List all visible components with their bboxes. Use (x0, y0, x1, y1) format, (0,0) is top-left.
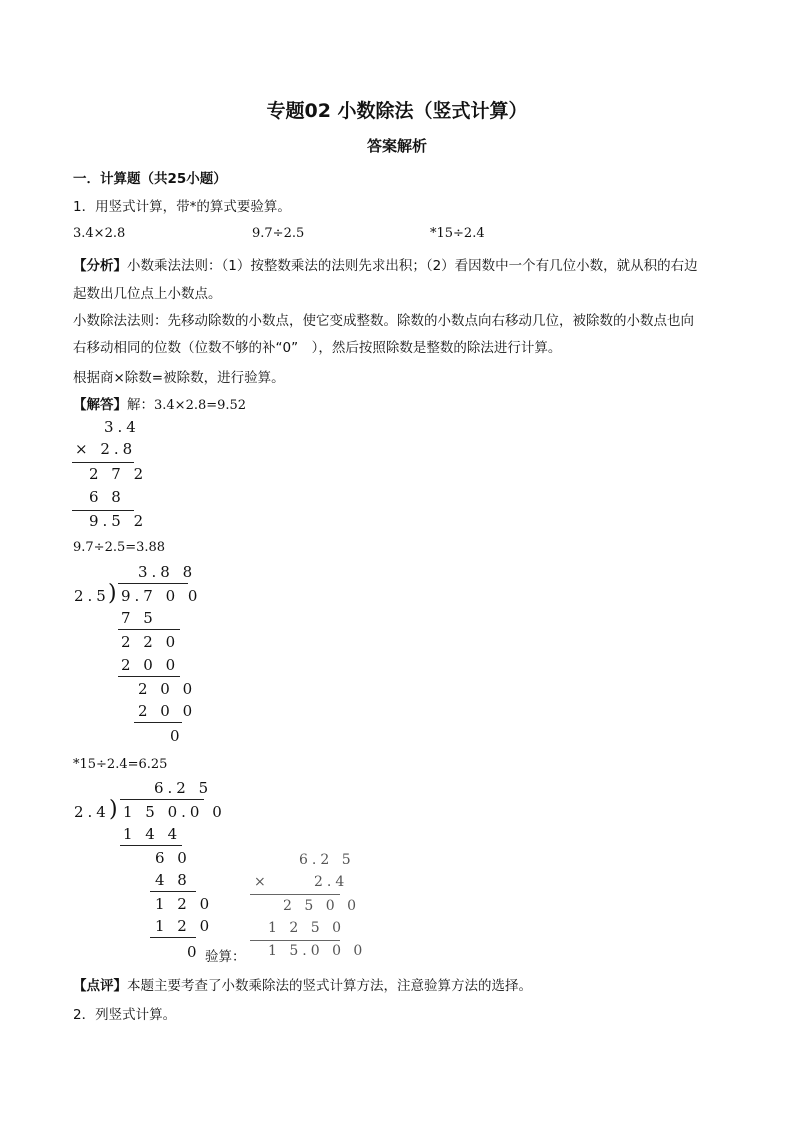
mult1-row-1: 3.4 (104, 418, 140, 436)
div2-rule-3 (150, 937, 196, 938)
q1-analysis-line-5: 根据商×除数=被除数，进行验算。 (73, 370, 285, 386)
page-title: 专题02 小数除法（竖式计算） (266, 100, 528, 122)
div2-step-1: 1 4 4 (123, 825, 182, 843)
check-row-4: 1 2 5 0 (268, 920, 345, 936)
q1-expression-c: *15÷2.4 (430, 226, 485, 241)
mult1-rule-2 (72, 510, 134, 511)
section-heading: 一．计算题（共25小题） (73, 171, 227, 187)
div1-step-4: 2 0 0 (138, 680, 197, 698)
q1-analysis-line-3: 小数除法法则：先移动除数的小数点，使它变成整数。除数的小数点向右移动几位，被除数的小数点也向 (73, 313, 694, 329)
q2-prompt: 2．列竖式计算。 (73, 1007, 177, 1023)
q1-answer-line: 【解答】解：3.4×2.8=9.52 (73, 397, 247, 413)
div1-step-5: 2 0 0 (138, 702, 197, 720)
check-row-1: 6.2 5 (299, 852, 355, 868)
mult1-row-3: 2 7 2 (89, 465, 148, 483)
check-row-5: 1 5.0 0 0 (268, 943, 367, 959)
div1-step-3: 2 0 0 (121, 656, 180, 674)
mult1-row-2: × 2.8 (75, 440, 137, 458)
div2-step-2: 6 0 (155, 849, 191, 867)
div1-bar (118, 583, 188, 584)
check-label: 验算： (205, 949, 246, 965)
q1-analysis-line-2: 起数出几位点上小数点。 (73, 286, 222, 302)
check-rule-1 (250, 894, 340, 895)
check-rule-2 (250, 940, 340, 941)
mult1-row-5: 9.5 2 (89, 512, 148, 530)
check-row-3: 2 5 0 0 (283, 898, 360, 914)
div2-step-5: 1 2 0 (155, 917, 214, 935)
q1-expression-b: 9.7÷2.5 (252, 226, 305, 241)
div1-bracket: ) (108, 581, 117, 606)
q1-expression-a: 3.4×2.8 (73, 226, 126, 241)
div1-rule-1 (118, 629, 180, 630)
div1-step-6: 0 (170, 727, 184, 745)
div1-dividend: 9.7 0 0 (121, 587, 202, 605)
div1-rule-2 (118, 676, 180, 677)
div2-step-4: 1 2 0 (155, 895, 214, 913)
div2-bar (120, 799, 204, 800)
check-row-2: 2.4 (314, 874, 349, 890)
q1-prompt: 1．用竖式计算，带*的算式要验算。 (73, 199, 291, 215)
q1-review-line: 【点评】本题主要考查了小数乘除法的竖式计算方法，注意验算方法的选择。 (73, 978, 532, 994)
div2-rule-1 (120, 845, 182, 846)
analysis-label: 【分析】 (73, 258, 127, 274)
page-subtitle: 答案解析 (366, 137, 427, 155)
div2-bracket: ) (109, 797, 118, 822)
div1-rule-3 (134, 722, 182, 723)
review-label: 【点评】 (73, 978, 127, 994)
div2-rule-2 (150, 891, 196, 892)
div2-step-3: 4 8 (155, 871, 191, 889)
div1-step-2: 2 2 0 (121, 633, 180, 651)
div1-step-1: 7 5 (121, 609, 157, 627)
mult1-row-4: 6 8 (89, 488, 125, 506)
q1-answer-b: 9.7÷2.5=3.88 (73, 540, 166, 555)
check-times-sign: × (254, 874, 270, 890)
div1-divisor: 2.5 (74, 587, 110, 605)
q1-answer-c: *15÷2.4=6.25 (73, 757, 168, 772)
div2-divisor: 2.4 (74, 803, 110, 821)
div2-dividend: 1 5 0.0 0 (123, 803, 226, 821)
answer-label: 【解答】 (73, 397, 127, 413)
q1-analysis-line-4: 右移动相同的位数（位数不够的补“0” ），然后按照除数是整数的除法进行计算。 (73, 340, 562, 356)
mult1-rule-1 (72, 462, 134, 463)
div2-quotient: 6.2 5 (154, 779, 213, 797)
div2-step-6: 0 (187, 943, 201, 961)
q1-analysis-line-1: 【分析】小数乘法法则：（1）按整数乘法的法则先求出积；（2）看因数中一个有几位小数，就从积的右边 (73, 258, 698, 274)
div1-quotient: 3.8 8 (138, 563, 197, 581)
